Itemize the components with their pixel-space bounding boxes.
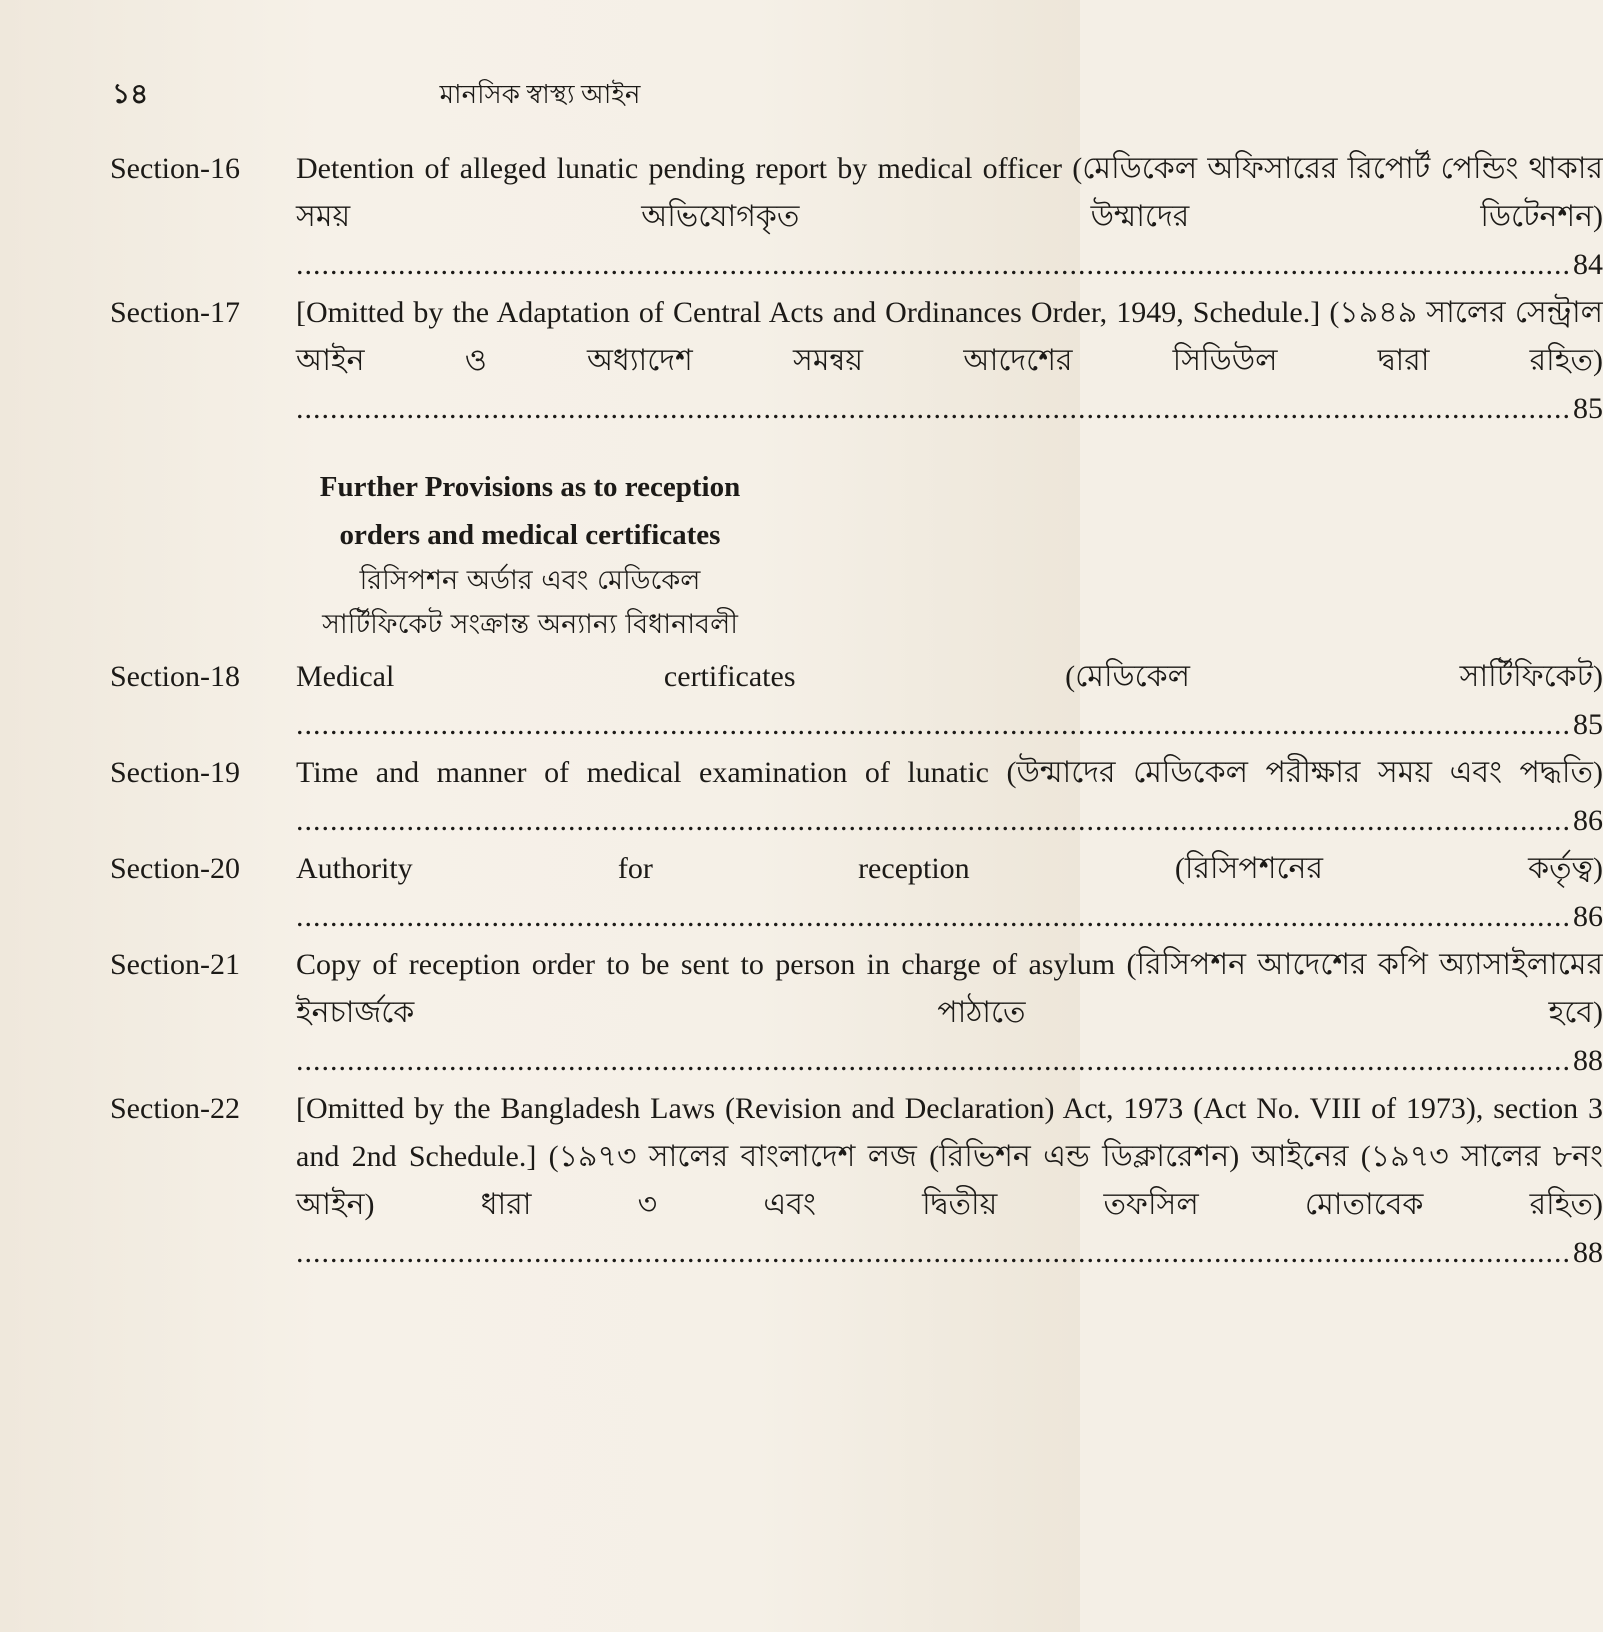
section-number: Section-20 <box>110 852 240 885</box>
toc-entry <box>110 941 1603 1085</box>
section-title <box>296 845 1603 941</box>
heading-bangla-line-2: সার্টিফিকেট সংক্রান্ত অন্যান্য বিধানাবলী <box>322 609 738 640</box>
table-of-contents <box>110 145 1603 1277</box>
toc-entry <box>110 653 1603 749</box>
leader-line <box>296 893 1603 941</box>
toc-entries-bottom <box>110 653 1603 1277</box>
section-title <box>296 653 1603 749</box>
section-title-text: Copy of reception order to be sent to person in charge of asylum (রিসিপশন আদেশের কপি অ্যাসাইলামের ইনচার্জকে পাঠাতে হবে) <box>296 948 1603 1029</box>
running-title: মানসিক স্বাস্থ্য আইন <box>439 80 641 109</box>
leader-line <box>296 241 1603 289</box>
page-reference: 85 <box>1573 708 1603 741</box>
dot-leader <box>296 385 1571 433</box>
page-reference: 88 <box>1573 1236 1603 1269</box>
toc-entry <box>110 145 1603 289</box>
dot-leader <box>296 1229 1571 1277</box>
section-title-text: Time and manner of medical examination of lunatic (উন্মাদের মেডিকেল পরীক্ষার সময় এবং পদ্ধতি) <box>296 756 1603 789</box>
section-title <box>296 145 1603 289</box>
section-title <box>296 749 1603 845</box>
page-reference: 84 <box>1573 248 1603 281</box>
page-reference: 85 <box>1573 392 1603 425</box>
heading-line-2: orders and medical certificates <box>339 519 721 551</box>
section-number: Section-16 <box>110 152 240 185</box>
dot-leader <box>296 893 1571 941</box>
dot-leader <box>296 1037 1571 1085</box>
section-title-text: [Omitted by the Bangladesh Laws (Revision and Declaration) Act, 1973 (Act No. VIII of 1973), section 3 and 2nd Schedule.] (১৯৭৩ সালের বাংলাদেশ লজ (রিভিশন এন্ড ডিক্লারেশন) আইনের (১৯৭৩ সালের ৮নং আইন) ধারা ৩ এবং দ্বিতীয় তফসিল মোতাবেক রহিত) <box>296 1092 1603 1221</box>
section-title-text: [Omitted by the Adaptation of Central Acts and Ordinances Order, 1949, Schedule.] (১৯৪৯ সালের সেন্ট্রাল আইন ও অধ্যাদেশ সমন্বয় আদেশের সিডিউল দ্বারা রহিত) <box>296 296 1603 377</box>
section-title <box>296 289 1603 433</box>
leader-line <box>296 1229 1603 1277</box>
page-header <box>0 72 1080 112</box>
section-number: Section-18 <box>110 660 240 693</box>
dot-leader <box>296 241 1571 289</box>
section-title <box>296 941 1603 1085</box>
page-reference: 86 <box>1573 804 1603 837</box>
leader-line <box>296 1037 1603 1085</box>
section-group-heading <box>110 463 960 647</box>
section-title <box>296 1085 1603 1277</box>
toc-entry <box>110 749 1603 845</box>
section-number: Section-19 <box>110 756 240 789</box>
leader-line <box>296 701 1603 749</box>
page-number: ১৪ <box>112 79 149 110</box>
page-reference: 86 <box>1573 900 1603 933</box>
page-reference: 88 <box>1573 1044 1603 1077</box>
dot-leader <box>296 797 1571 845</box>
leader-line <box>296 385 1603 433</box>
toc-entries-top <box>110 145 1603 433</box>
leader-line <box>296 797 1603 845</box>
dot-leader <box>296 701 1571 749</box>
toc-entry <box>110 289 1603 433</box>
heading-bangla-line-1: রিসিপশন অর্ডার এবং মেডিকেল <box>359 565 701 596</box>
toc-entry <box>110 1085 1603 1277</box>
section-number: Section-21 <box>110 948 240 981</box>
toc-entry <box>110 845 1603 941</box>
heading-line-1: Further Provisions as to reception <box>319 471 741 503</box>
section-number: Section-22 <box>110 1092 240 1125</box>
section-number: Section-17 <box>110 296 240 329</box>
section-title-text: Medical certificates (মেডিকেল সার্টিফিকেট) <box>296 660 1603 693</box>
section-title-text: Authority for reception (রিসিপশনের কর্তৃত্ব) <box>296 852 1603 885</box>
section-title-text: Detention of alleged lunatic pending report by medical officer (মেডিকেল অফিসারের রিপোর্ট পেন্ডিং থাকার সময় অভিযোগকৃত উম্মাদের ডিটেনশন) <box>296 152 1603 233</box>
